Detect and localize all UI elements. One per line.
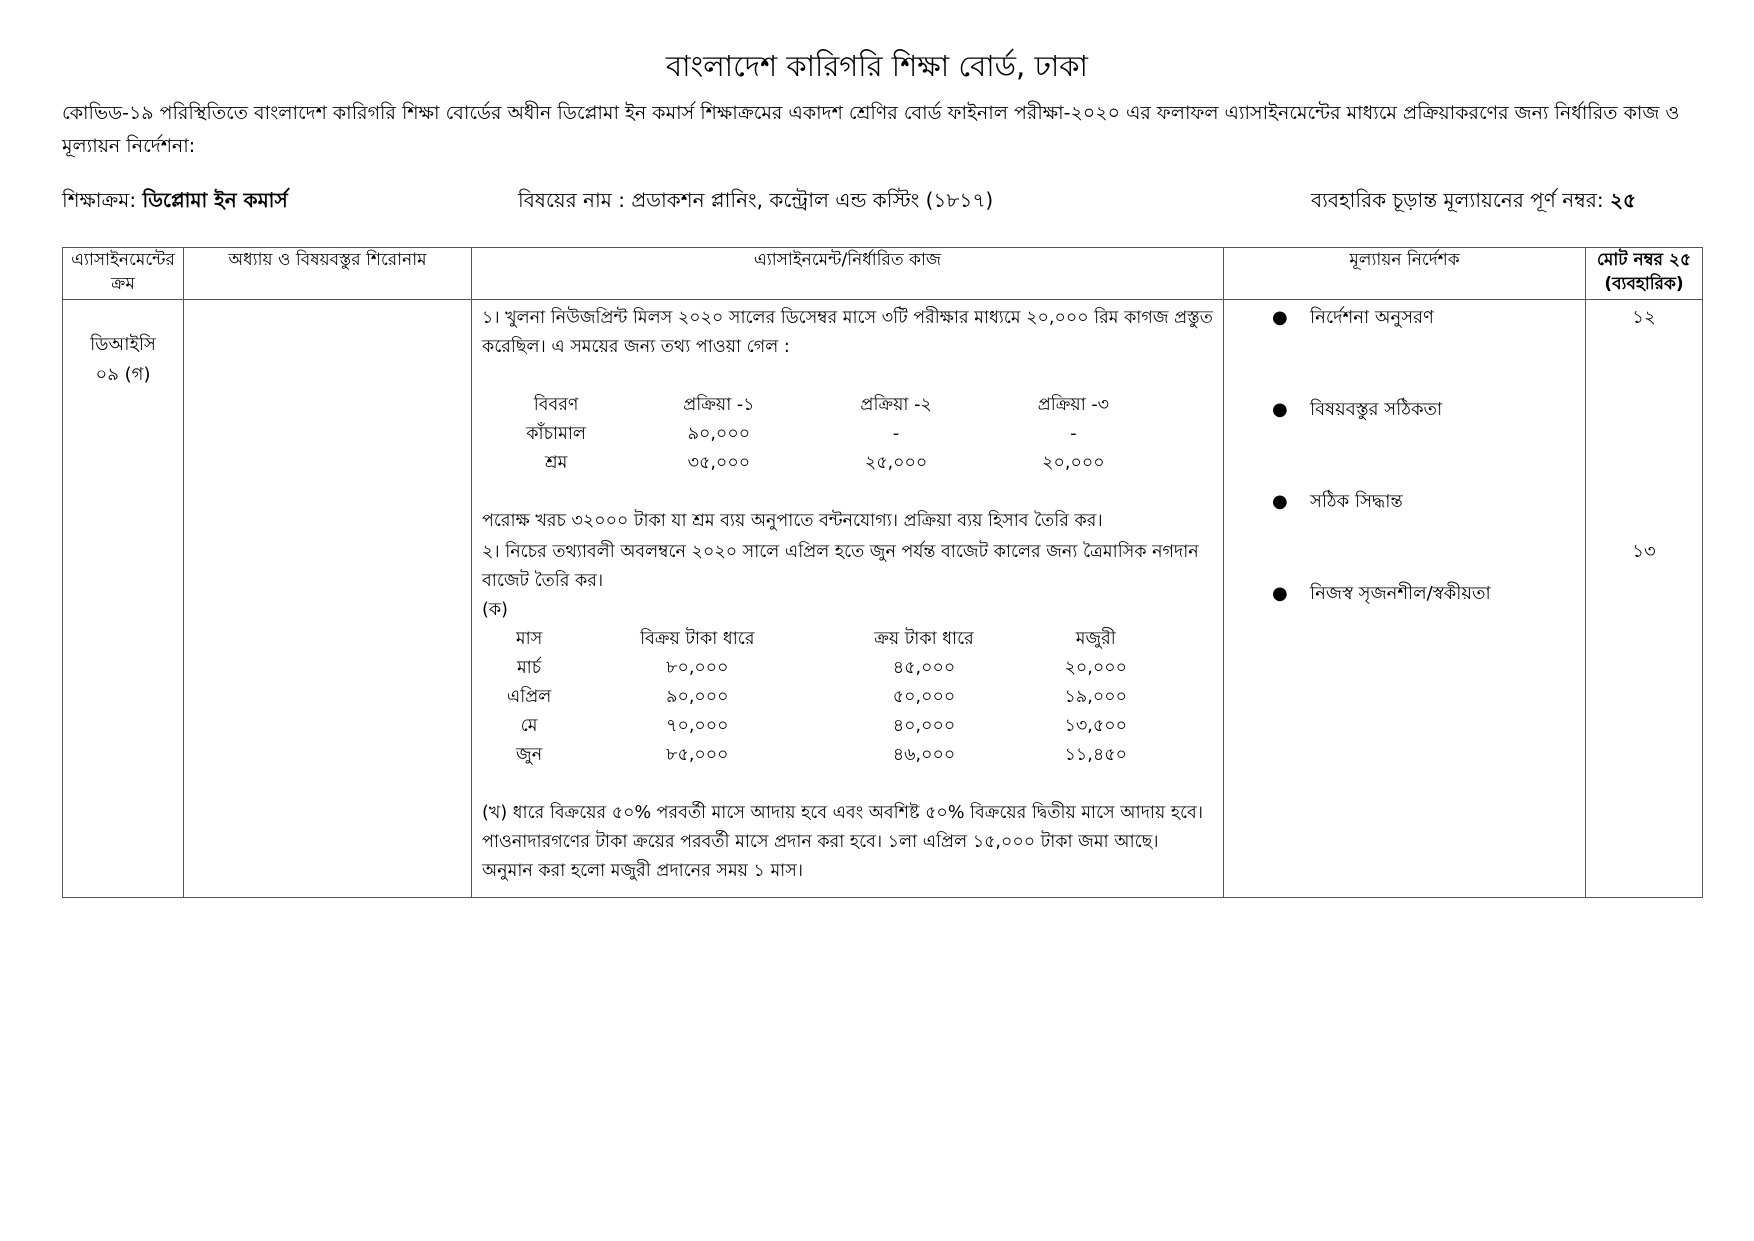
bullet-icon: ● bbox=[1272, 307, 1288, 328]
table-header-row bbox=[63, 248, 1703, 300]
total-marks-info bbox=[1311, 186, 1636, 219]
budget-header-cell: মাস bbox=[515, 629, 543, 649]
question-2-a-label: (ক) bbox=[482, 600, 508, 620]
intro-paragraph: কোভিড-১৯ পরিস্থিতিতে বাংলাদেশ কারিগরি শিক্ষা বোর্ডের অধীন ডিপ্লোমা ইন কমার্স শিক্ষাক্রমের একাদশ শ্রেণির বোর্ড ফাইনাল পরীক্ষা-২০২০ এর ফলাফল এ্যাসাইনমেন্টের মাধ্যমে প্রক্রিয়াকরণের জন্য নির্ধারিত কাজ ও মূল্যায়ন নির্দেশনা: bbox=[62, 102, 1680, 157]
budget-cell: ১৯,০০০ bbox=[1064, 687, 1127, 707]
header-serial: এ্যাসাইনমেন্টের ক্রম bbox=[63, 248, 184, 300]
table-row bbox=[63, 300, 1703, 898]
budget-cell: মে bbox=[520, 716, 538, 736]
budget-cell: ৯০,০০০ bbox=[666, 687, 729, 707]
header-total bbox=[1586, 248, 1703, 300]
budget-table bbox=[482, 625, 1162, 770]
budget-cell: জুন bbox=[516, 745, 543, 765]
process-cell: শ্রম bbox=[544, 453, 568, 473]
budget-row bbox=[482, 654, 1162, 683]
criteria-text: নির্দেশনা অনুসরণ bbox=[1310, 307, 1434, 328]
process-cell: ২০,০০০ bbox=[1042, 453, 1105, 473]
budget-cell: ৮৫,০০০ bbox=[666, 745, 729, 765]
process-header-cell: প্রক্রিয়া -৩ bbox=[1037, 395, 1110, 415]
total-marks-label: ব্যবহারিক চূড়ান্ত মূল্যায়নের পূর্ণ নম্বর: bbox=[1311, 188, 1611, 212]
process-header-cell: প্রক্রিয়া -২ bbox=[860, 395, 932, 415]
mark-value: ১২ bbox=[1632, 307, 1656, 328]
header-criteria: মূল্যায়ন নির্দেশক bbox=[1224, 248, 1586, 300]
budget-cell: এপ্রিল bbox=[506, 687, 552, 707]
budget-cell: ৪০,০০০ bbox=[892, 716, 956, 736]
budget-cell: ৪৬,০০০ bbox=[892, 745, 956, 765]
budget-cell: ৮০,০০০ bbox=[666, 658, 729, 678]
budget-row bbox=[482, 741, 1162, 770]
process-cost-row bbox=[482, 420, 1162, 449]
process-cost-row bbox=[482, 449, 1162, 478]
process-header-cell: প্রক্রিয়া -১ bbox=[683, 395, 755, 415]
marks-cell bbox=[1586, 300, 1703, 898]
chapter-cell bbox=[184, 300, 472, 898]
criteria-cell bbox=[1224, 300, 1586, 898]
criteria-item bbox=[1224, 488, 1585, 580]
criteria-text: সঠিক সিদ্ধান্ত bbox=[1310, 491, 1403, 512]
criteria-item bbox=[1224, 396, 1585, 488]
process-cell: ২৫,০০০ bbox=[864, 453, 928, 473]
serial-line2: ০৯ (গ) bbox=[95, 364, 151, 385]
process-cell: কাঁচামাল bbox=[526, 424, 586, 444]
question-2-b-text: (খ) ধারে বিক্রয়ের ৫০% পরবর্তী মাসে আদায় হবে এবং অবশিষ্ট ৫০% বিক্রয়ের দ্বিতীয় মাসে আদায় হবে। পাওনাদারগণের টাকা ক্রয়ের পরবর্তী মাসে প্রদান করা হবে। ১লা এপ্রিল ১৫,০০০ টাকা জমা আছে। অনুমান করা হলো মজুরী প্রদানের সময় ১ মাস। bbox=[482, 803, 1204, 881]
task-cell bbox=[472, 300, 1224, 898]
budget-header bbox=[482, 625, 1162, 654]
criteria-list bbox=[1224, 304, 1585, 672]
process-cost-header bbox=[482, 391, 1162, 420]
bullet-icon: ● bbox=[1272, 399, 1288, 420]
curriculum-label: শিক্ষাক্রম: bbox=[62, 188, 143, 212]
budget-header-cell: মজুরী bbox=[1075, 629, 1116, 649]
budget-cell: ৪৫,০০০ bbox=[892, 658, 956, 678]
budget-header-cell: ক্রয় টাকা ধারে bbox=[874, 629, 974, 649]
question-2-text: ২। নিচের তথ্যাবলী অবলম্বনে ২০২০ সালে এপ্রিল হতে জুন পর্যন্ত বাজেট কালের জন্য ত্রৈমাসিক নগদান বাজেট তৈরি কর। bbox=[482, 542, 1199, 591]
budget-row bbox=[482, 712, 1162, 741]
budget-cell: ১৩,৫০০ bbox=[1064, 716, 1127, 736]
process-cell: - bbox=[892, 424, 900, 444]
header-task: এ্যাসাইনমেন্ট/নির্ধারিত কাজ bbox=[472, 248, 1224, 300]
header-total-line2: (ব্যবহারিক) bbox=[1604, 274, 1684, 294]
header-chapter: অধ্যায় ও বিষয়বস্তুর শিরোনাম bbox=[184, 248, 472, 300]
process-cell: ৯০,০০০ bbox=[687, 424, 751, 444]
question-1-note: পরোক্ষ খরচ ৩২০০০ টাকা যা শ্রম ব্যয় অনুপাতে বন্টনযোগ্য। প্রক্রিয়া ব্যয় হিসাব তৈরি কর। bbox=[482, 511, 1103, 531]
budget-cell: ৭০,০০০ bbox=[666, 716, 729, 736]
criteria-text: বিষয়বস্তুর সঠিকতা bbox=[1310, 399, 1443, 420]
budget-cell: ৫০,০০০ bbox=[892, 687, 956, 707]
process-cell: ৩৫,০০০ bbox=[687, 453, 751, 473]
total-marks-value: ২৫ bbox=[1610, 188, 1637, 212]
budget-cell: ২০,০০০ bbox=[1064, 658, 1127, 678]
bullet-icon: ● bbox=[1272, 491, 1288, 512]
page-title: বাংলাদেশ কারিগরি শিক্ষা বোর্ড, ঢাকা bbox=[666, 49, 1088, 83]
process-header-cell: বিবরণ bbox=[533, 395, 579, 415]
criteria-item bbox=[1224, 580, 1585, 672]
subject-name: বিষয়ের নাম : প্রডাকশন প্লানিং, কন্ট্রোল এন্ড কস্টিং (১৮১৭) bbox=[518, 188, 994, 212]
question-1-text: ১। খুলনা নিউজপ্রিন্ট মিলস ২০২০ সালের ডিসেম্বর মাসে ৩টি পরীক্ষার মাধ্যমে ২০,০০০ রিম কাগজ প্রস্তুত করেছিল। এ সময়ের জন্য তথ্য পাওয়া গেল : bbox=[482, 308, 1213, 357]
criteria-text: নিজস্ব সৃজনশীল/স্বকীয়তা bbox=[1310, 583, 1491, 604]
process-cell: - bbox=[1070, 424, 1077, 444]
curriculum-info bbox=[62, 186, 288, 219]
curriculum-value: ডিপ্লোমা ইন কমার্স bbox=[142, 188, 288, 212]
budget-header-cell: বিক্রয় টাকা ধারে bbox=[640, 629, 755, 649]
serial-line1: ডিআইসি bbox=[90, 334, 156, 355]
criteria-item bbox=[1224, 304, 1585, 396]
assignment-table bbox=[62, 247, 1703, 898]
budget-row bbox=[482, 683, 1162, 712]
budget-cell: মার্চ bbox=[516, 658, 542, 678]
budget-cell: ১১,৪৫০ bbox=[1064, 745, 1127, 765]
process-cost-table bbox=[482, 391, 1162, 478]
header-total-line1: মোট নম্বর ২৫ bbox=[1597, 250, 1691, 270]
mark-value: ১৩ bbox=[1632, 541, 1656, 562]
bullet-icon: ● bbox=[1272, 583, 1288, 604]
assignment-serial bbox=[63, 300, 184, 898]
